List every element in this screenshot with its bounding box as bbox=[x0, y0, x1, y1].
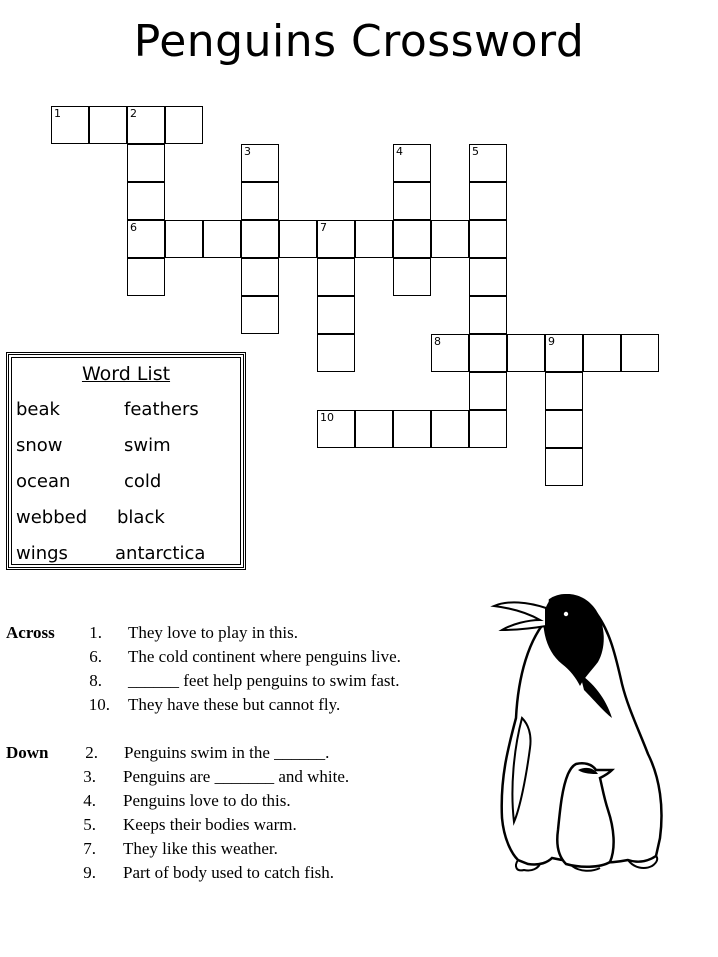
word-list-item: swim bbox=[124, 435, 171, 456]
down-heading: Down bbox=[6, 743, 49, 762]
crossword-cell[interactable] bbox=[393, 258, 431, 296]
clue-text: The cold continent where penguins live. bbox=[128, 647, 401, 666]
clue-number-label: 2 bbox=[130, 107, 137, 120]
crossword-cell[interactable] bbox=[127, 258, 165, 296]
crossword-cell[interactable] bbox=[165, 106, 203, 144]
clue-number: 1. bbox=[89, 623, 102, 642]
crossword-cell[interactable] bbox=[583, 334, 621, 372]
clue-number: 10. bbox=[88, 695, 110, 714]
crossword-cell[interactable] bbox=[393, 144, 431, 182]
crossword-cell[interactable] bbox=[241, 220, 279, 258]
clue-number-label: 5 bbox=[472, 145, 479, 158]
word-list-box bbox=[6, 352, 246, 570]
word-list-item: snow bbox=[16, 435, 63, 456]
crossword-cell[interactable] bbox=[393, 410, 431, 448]
crossword-cell[interactable] bbox=[469, 372, 507, 410]
crossword-cell[interactable] bbox=[469, 258, 507, 296]
word-list-item: cold bbox=[124, 471, 162, 492]
clue-number: 9. bbox=[83, 863, 96, 882]
crossword-cell[interactable] bbox=[203, 220, 241, 258]
crossword-cell[interactable] bbox=[545, 372, 583, 410]
clue-text: Penguins are _______ and white. bbox=[123, 767, 350, 786]
crossword-cell[interactable] bbox=[431, 334, 469, 372]
crossword-cell[interactable] bbox=[355, 220, 393, 258]
crossword-cell[interactable] bbox=[165, 220, 203, 258]
crossword-cell[interactable] bbox=[393, 182, 431, 220]
crossword-cell[interactable] bbox=[127, 144, 165, 182]
crossword-cell[interactable] bbox=[51, 106, 89, 144]
crossword-cell[interactable] bbox=[241, 296, 279, 334]
crossword-cell[interactable] bbox=[545, 410, 583, 448]
crossword-cell[interactable] bbox=[241, 258, 279, 296]
crossword-cell[interactable] bbox=[469, 182, 507, 220]
word-list-item: webbed bbox=[16, 507, 88, 528]
word-list-item: beak bbox=[16, 399, 60, 420]
crossword-cell[interactable] bbox=[469, 296, 507, 334]
clue-number: 8. bbox=[89, 671, 102, 690]
clue-number: 2. bbox=[85, 743, 98, 762]
crossword-cell[interactable] bbox=[469, 334, 507, 372]
crossword-cell[interactable] bbox=[317, 258, 355, 296]
clue-number-label: 9 bbox=[548, 335, 555, 348]
crossword-cell[interactable] bbox=[469, 144, 507, 182]
clue-number-label: 7 bbox=[320, 221, 327, 234]
clue-text: ______ feet help penguins to swim fast. bbox=[128, 671, 400, 690]
word-list-item: antarctica bbox=[115, 543, 206, 564]
clue-number: 6. bbox=[89, 647, 102, 666]
crossword-cell[interactable] bbox=[317, 296, 355, 334]
crossword-cell[interactable] bbox=[317, 334, 355, 372]
crossword-cell[interactable] bbox=[431, 410, 469, 448]
crossword-cell[interactable] bbox=[241, 182, 279, 220]
crossword-cell[interactable] bbox=[545, 334, 583, 372]
crossword-cell[interactable] bbox=[469, 220, 507, 258]
clue-text: They have these but cannot fly. bbox=[128, 695, 341, 714]
clue-number: 5. bbox=[83, 815, 96, 834]
crossword-cell[interactable] bbox=[545, 448, 583, 486]
crossword-cell[interactable] bbox=[507, 334, 545, 372]
clue-number-label: 8 bbox=[434, 335, 441, 348]
word-list-item: wings bbox=[16, 543, 68, 564]
crossword-cell[interactable] bbox=[127, 220, 165, 258]
word-list-item: black bbox=[117, 507, 165, 528]
crossword-cell[interactable] bbox=[317, 410, 355, 448]
clue-number: 3. bbox=[83, 767, 96, 786]
clue-number-label: 3 bbox=[244, 145, 251, 158]
clue-number-label: 10 bbox=[320, 411, 334, 424]
clue-text: Part of body used to catch fish. bbox=[123, 863, 335, 882]
clue-text: Penguins swim in the ______. bbox=[124, 743, 330, 762]
clue-number: 4. bbox=[83, 791, 96, 810]
clue-number-label: 4 bbox=[396, 145, 403, 158]
clue-text: Keeps their bodies warm. bbox=[123, 815, 297, 834]
across-heading: Across bbox=[6, 623, 55, 642]
clue-number-label: 6 bbox=[130, 221, 137, 234]
crossword-cell[interactable] bbox=[355, 410, 393, 448]
crossword-cell[interactable] bbox=[317, 220, 355, 258]
word-list-heading: Word List bbox=[81, 363, 171, 385]
clue-text: They love to play in this. bbox=[128, 623, 298, 642]
crossword-cell[interactable] bbox=[127, 106, 165, 144]
page-title: Penguins Crossword bbox=[133, 16, 585, 67]
clue-number-label: 1 bbox=[54, 107, 61, 120]
clue-number: 7. bbox=[83, 839, 96, 858]
crossword-cell[interactable] bbox=[393, 220, 431, 258]
crossword-cell[interactable] bbox=[89, 106, 127, 144]
crossword-cell[interactable] bbox=[241, 144, 279, 182]
clue-text: Penguins love to do this. bbox=[123, 791, 291, 810]
crossword-cell[interactable] bbox=[431, 220, 469, 258]
penguin-illustration bbox=[488, 578, 668, 878]
crossword-cell[interactable] bbox=[621, 334, 659, 372]
word-list-item: feathers bbox=[124, 399, 199, 420]
crossword-cell[interactable] bbox=[127, 182, 165, 220]
crossword-cell[interactable] bbox=[469, 410, 507, 448]
clue-text: They like this weather. bbox=[123, 839, 278, 858]
crossword-cell[interactable] bbox=[279, 220, 317, 258]
word-list-item: ocean bbox=[16, 471, 71, 492]
